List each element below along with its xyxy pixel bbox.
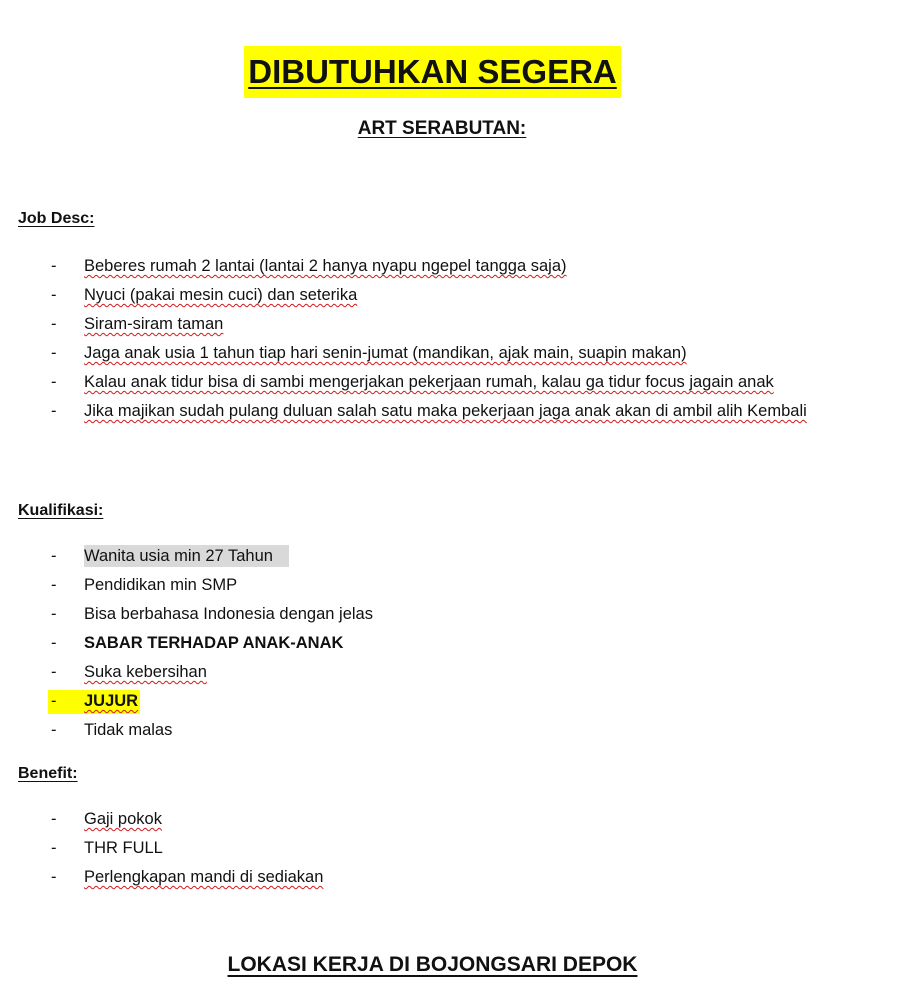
list-item-text: Nyuci (pakai mesin cuci) dan seterika [84,286,358,304]
list-item [0,252,844,281]
bullet-dash: - [51,605,57,623]
bullet-dash: - [51,547,57,565]
location-footer: LOKASI KERJA DI BOJONGSARI DEPOK [227,953,638,976]
list-item-text: Suka kebersihan [84,663,207,681]
page-title: DIBUTUHKAN SEGERA [244,46,621,98]
job-desc-heading: Job Desc: [18,210,95,227]
list-item [0,542,844,571]
list-item-text-bold: JUJUR [84,692,139,710]
list-item [0,629,844,658]
bullet-dash: - [51,286,57,304]
title-container [0,46,865,98]
list-item-text: Pendidikan min SMP [84,576,238,594]
list-item [0,716,844,745]
bullet-dash: - [51,721,57,739]
list-item-text: Bisa berbahasa Indonesia dengan jelas [84,605,373,623]
list-item [0,834,844,863]
bullet-dash: - [51,344,57,362]
benefit-heading: Benefit: [18,765,78,782]
list-item-text: Jika majikan sudah pulang duluan salah satu maka pekerjaan jaga anak akan di ambil alih Kembali [84,402,807,420]
bullet-dash: - [51,257,57,275]
bullet-dash: - [51,634,57,652]
list-item-text: Jaga anak usia 1 tahun tiap hari senin-jumat (mandikan, ajak main, suapin makan) [84,344,687,362]
list-item [0,368,844,397]
job-desc-list [0,252,880,426]
bullet-dash: - [51,576,57,594]
bullet-dash: - [51,663,57,681]
kualifikasi-list [0,542,880,745]
list-item-text: THR FULL [84,839,163,857]
list-item [0,281,844,310]
list-item-text-bold: SABAR TERHADAP ANAK-ANAK [84,634,344,652]
list-item-text-highlighted: Wanita usia min 27 Tahun [84,545,289,567]
list-item-text: Kalau anak tidur bisa di sambi mengerjakan pekerjaan rumah, kalau ga tidur focus jagain anak [84,373,774,391]
bullet-dash: - [51,373,57,391]
list-item [0,863,844,892]
list-item [0,339,844,368]
list-item-text: Siram-siram taman [84,315,224,333]
list-item [0,571,844,600]
list-item-text: Perlengkapan mandi di sediakan [84,868,324,886]
list-item [0,805,844,834]
bullet-dash: - [51,315,57,333]
benefit-list [0,805,880,892]
list-item-highlighted [0,687,844,716]
bullet-dash: - [51,810,57,828]
page-subtitle: ART SERABUTAN: [357,118,527,139]
list-item [0,658,844,687]
bullet-dash: - [51,868,57,886]
list-item [0,310,844,339]
bullet-dash: - [51,839,57,857]
bullet-dash: - [51,402,57,420]
list-item-text: Tidak malas [84,721,173,739]
list-item-text: Gaji pokok [84,810,162,828]
list-item [0,600,844,629]
list-item-text: Beberes rumah 2 lantai (lantai 2 hanya nyapu ngepel tangga saja) [84,257,567,275]
kualifikasi-heading: Kualifikasi: [18,502,104,519]
bullet-dash: - [51,692,57,710]
list-item [0,397,844,426]
